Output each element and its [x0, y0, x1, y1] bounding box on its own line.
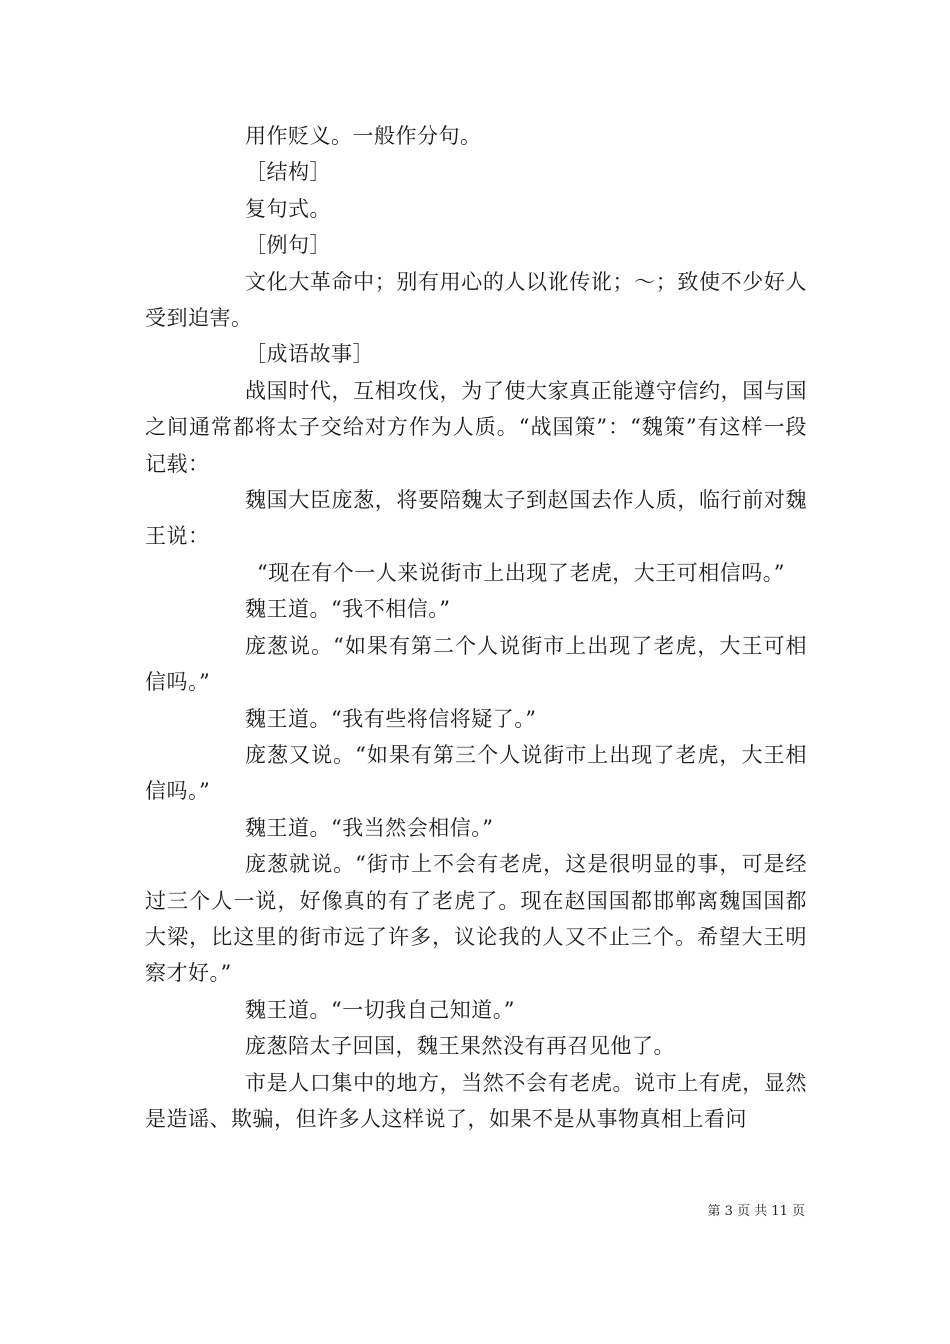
paragraph-pangcong: 魏国大臣庞葱，将要陪魏太子到赵国去作人质，临行前对魏王说： — [145, 488, 807, 549]
paragraph-story-intro: 战国时代，互相攻伐，为了使大家真正能遵守信约，国与国之间通常都将太子交给对方作为人质。“战国策”：“魏策”有这样一段记载： — [145, 378, 807, 476]
body-text — [145, 118, 807, 1137]
paragraph-dialogue-7: 庞葱就说。“街市上不会有老虎，这是很明显的事，可是经过三个人一说，好像真的有了老虎了。现在赵国国都邯郸离魏国国都大梁，比这里的街市远了许多，议论我的人又不止三个。希望大王明察才好。” — [145, 852, 807, 986]
paragraph-example: 文化大革命中；别有用心的人以讹传讹；～；致使不少好人受到迫害。 — [145, 269, 807, 331]
page-number: 第 3 页 共 11 页 — [707, 1204, 805, 1219]
paragraph-dialogue-6: 魏王道。“我当然会相信。” — [245, 815, 494, 840]
paragraph-outcome: 庞葱陪太子回国，魏王果然没有再召见他了。 — [245, 1034, 675, 1059]
paragraph-dialogue-1: “现在有个一人来说街市上出现了老虎，大王可相信吗。” — [257, 560, 785, 585]
heading-structure: ［结构］ — [245, 160, 331, 185]
paragraph-structure: 复句式。 — [245, 196, 331, 221]
paragraph-dialogue-5: 庞葱又说。“如果有第三个人说街市上出现了老虎，大王相信吗。” — [145, 742, 807, 804]
paragraph-explanation: 市是人口集中的地方，当然不会有老虎。说市上有虎，显然是造谣、欺骗，但许多人这样说了，如果不是从事物真相上看问 — [145, 1070, 807, 1131]
paragraph-usage: 用作贬义。一般作分句。 — [245, 124, 482, 148]
paragraph-dialogue-4: 魏王道。“我有些将信将疑了。” — [245, 706, 537, 731]
paragraph-dialogue-3: 庞葱说。“如果有第二个人说街市上出现了老虎，大王可相信吗。” — [145, 633, 807, 695]
paragraph-dialogue-2: 魏王道。“我不相信。” — [245, 597, 451, 622]
heading-example: ［例句］ — [245, 233, 331, 258]
heading-story: ［成语故事］ — [245, 342, 374, 367]
paragraph-dialogue-8: 魏王道。“一切我自己知道。” — [245, 997, 515, 1022]
